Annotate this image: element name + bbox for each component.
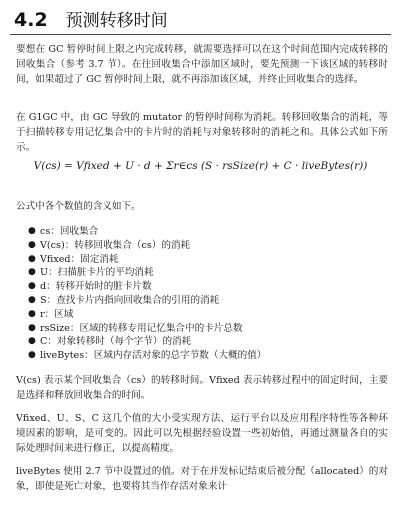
section-number: 4.2 xyxy=(14,9,48,31)
bullet-icon: ● xyxy=(28,336,36,347)
bullet-icon: ● xyxy=(28,294,36,305)
bullet-icon: ● xyxy=(28,253,36,264)
list-item: ● d：转移开始时的脏卡片数 xyxy=(28,281,152,293)
bullet-icon: ● xyxy=(28,350,36,361)
bullet-icon: ● xyxy=(28,267,36,278)
list-item: ● S：查找卡片内指向回收集合的引用的消耗 xyxy=(28,294,220,306)
paragraph-intro: 要想在 GC 暂停时间上限之内完成转移，就需要选择可以在这个时间范围内完成转移的回收集合（参考 3.7 节）。在往回收集合中添加区域时，要先预测一下该区域的转移时间，如果超过了 GC 暂停时间上限，就不再添加该区域，并终止回收集合的选择。 xyxy=(16,44,388,86)
bullet-icon: ● xyxy=(28,308,36,319)
section-heading xyxy=(14,6,168,34)
bullet-icon: ● xyxy=(28,281,36,292)
heading-rule xyxy=(10,34,391,35)
list-item: ● liveBytes：区域内存活对象的总字节数（大概的值） xyxy=(28,350,267,362)
paragraph-cost: 在 G1GC 中，由 GC 导致的 mutator 的暂停时间称为消耗。转移回收集合的消耗，等于扫描转移专用记忆集合中的卡片时的消耗与对象转移时的消耗之和。具体公式如下所示。 xyxy=(16,112,388,154)
bullet-icon: ● xyxy=(28,239,36,250)
paragraph-legend-intro: 公式中各个数值的含义如下。 xyxy=(16,201,141,212)
bullet-icon: ● xyxy=(28,322,36,333)
list-item: ● C：对象转移时（每个字节）的消耗 xyxy=(28,336,192,348)
list-item: ● U：扫描脏卡片的平均消耗 xyxy=(28,267,154,279)
cost-formula: V(cs) = Vfixed + U · d + Σr∈cs (S · rsSize(r) + C · liveBytes(r)) xyxy=(33,160,368,172)
paragraph-livebytes: liveBytes 使用 2.7 节中设置过的值。对于在并发标记结束后被分配（allocated）的对象，即使是死亡对象，也要将其当作存活对象来计 xyxy=(16,466,388,493)
paragraph-vcs: V(cs) 表示某个回收集合（cs）的转移时间。Vfixed 表示转移过程中的固定时间，主要是选择和释放回收集合的时间。 xyxy=(16,375,388,402)
list-item: ● V(cs)：转移回收集合（cs）的消耗 xyxy=(28,239,191,251)
bullet-icon: ● xyxy=(28,226,36,236)
definition-list xyxy=(26,225,266,363)
list-item: ● Vfixed：固定消耗 xyxy=(28,253,119,265)
list-item: ● rsSize：区域的转移专用记忆集合中的卡片总数 xyxy=(28,322,243,334)
list-item: ● cs：回收集合 xyxy=(28,226,99,237)
paragraph-constants: Vfixed、U、S、C 这几个值的大小受实现方法、运行平台以及应用程序特性等各种环境因素的影响，是可变的。因此可以先根据经验设置一些初始值，再通过测量各自的实际处理时间来进行修正，以提高精度。 xyxy=(16,413,388,455)
section-title: 预测转移时间 xyxy=(65,11,168,31)
list-item: ● r：区域 xyxy=(28,308,74,320)
